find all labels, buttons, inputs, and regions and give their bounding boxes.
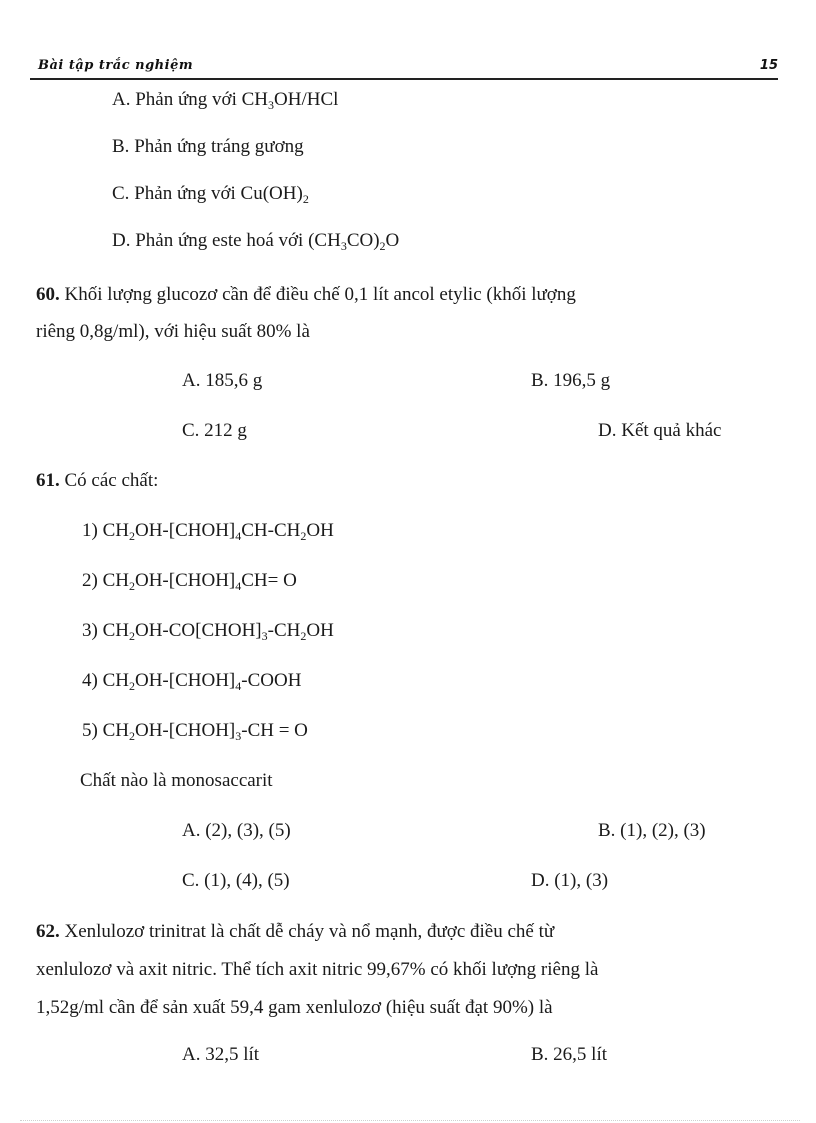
- q59-option-d: D. Phản ứng este hoá với $(CH_3CO)_2O$: [112, 230, 400, 253]
- q61-substance-2: 2) $CH_2OH-[CHOH]_4CH= O$: [82, 570, 297, 593]
- q61-question: Chất nào là monosaccarit: [80, 770, 273, 791]
- q61-option-d: D. (1), (3): [531, 870, 609, 891]
- header-title: Bài tập trắc nghiệm: [38, 58, 194, 73]
- q61-substance-1: 1) $CH_2OH-[CHOH]_4CH-CH_2OH$: [82, 520, 334, 543]
- q62-stem-line3: 1,52g/ml cần để sản xuất 59,4 gam xenlulozơ (hiệu suất đạt 90%) là: [36, 997, 553, 1018]
- q61-substance-4: 4) $CH_2OH-[CHOH]_4$-COOH: [82, 670, 302, 693]
- q61-option-a: A. (2), (3), (5): [182, 820, 291, 841]
- q60-option-d: D. Kết quả khác: [598, 420, 722, 441]
- q60-option-b: B. 196,5 g: [531, 370, 611, 391]
- question-number: 62.: [36, 921, 60, 942]
- q61-substance-3: 3) $CH_2OH-CO[CHOH]_3-CH_2OH$: [82, 620, 334, 643]
- page-header: [30, 58, 778, 80]
- footer-divider: [20, 1120, 800, 1121]
- q61-substance-5: 5) $CH_2OH-[CHOH]_3-CH = O$: [82, 720, 308, 743]
- q59-option-b: B. Phản ứng tráng gương: [112, 136, 304, 157]
- q61-option-c: C. (1), (4), (5): [182, 870, 290, 891]
- q62-stem-line2: xenlulozơ và axit nitric. Thể tích axit nitric 99,67% có khối lượng riêng là: [36, 959, 599, 980]
- q61-stem: 61. Có các chất:: [36, 470, 159, 491]
- q60-stem-line1: 60. Khối lượng glucozơ cần để điều chế 0,1 lít ancol etylic (khối lượng: [36, 284, 576, 305]
- q61-option-b: B. (1), (2), (3): [598, 820, 706, 841]
- question-number: 61.: [36, 470, 60, 491]
- q62-option-a: A. 32,5 lít: [182, 1044, 260, 1065]
- q62-stem-line1: 62. Xenlulozơ trinitrat là chất dễ cháy và nổ mạnh, được điều chế từ: [36, 921, 555, 942]
- q62-option-b: B. 26,5 lít: [531, 1044, 608, 1065]
- question-number: 60.: [36, 284, 60, 305]
- q60-option-a: A. 185,6 g: [182, 370, 263, 391]
- q59-option-c: C. Phản ứng với $Cu(OH)_2$: [112, 183, 309, 206]
- page-number: 15: [759, 58, 778, 73]
- q59-option-a: A. Phản ứng với $CH_3OH$/HCl: [112, 89, 339, 112]
- q60-option-c: C. 212 g: [182, 420, 247, 441]
- q60-stem-line2: riêng 0,8g/ml), với hiệu suất 80% là: [36, 321, 310, 342]
